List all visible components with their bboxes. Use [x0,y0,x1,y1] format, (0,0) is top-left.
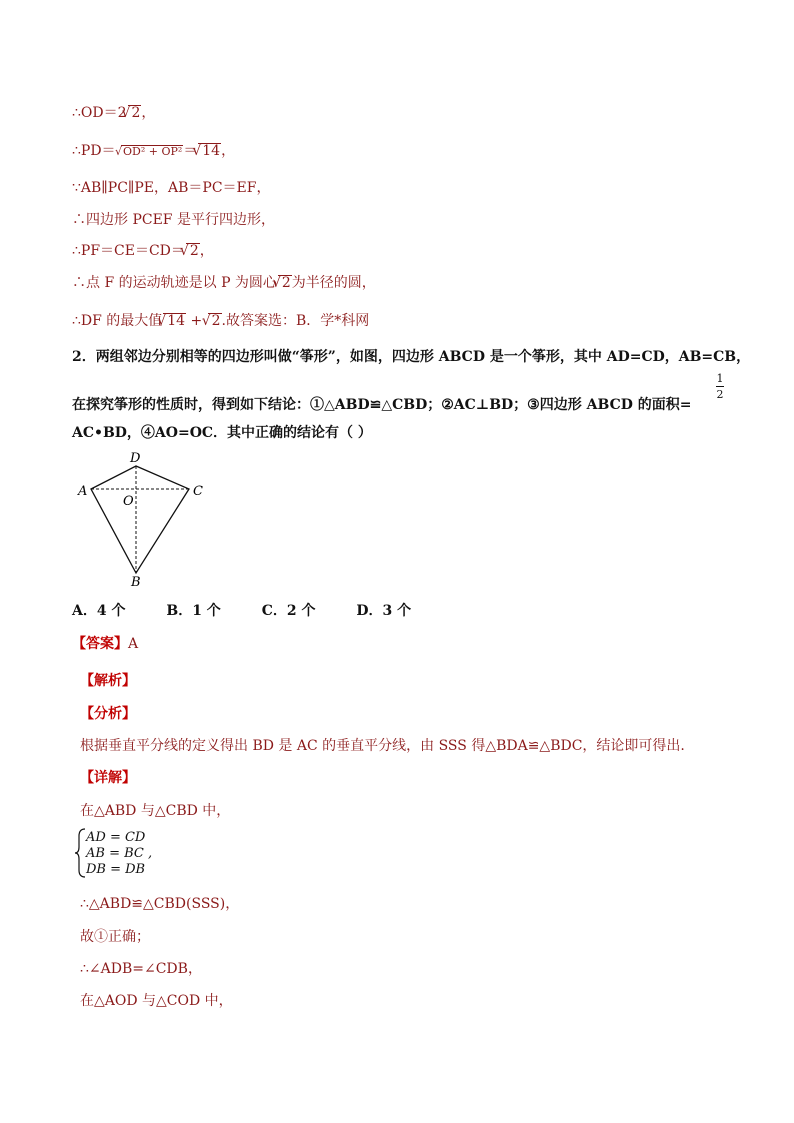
equation-1: AD = CD [86,830,146,845]
kite-figure [72,448,212,588]
solution-line-locus: ∴点 F 的运动轨迹是以 P 为圆心√ 2为半径的圆， [72,272,376,292]
label-c: C [193,484,203,499]
solution-line-od: ∴OD＝2√ 2， [72,102,155,122]
equation-3: DB = DB [86,862,146,877]
answer-line: 【答案】A [72,636,139,652]
detail-line-4: ∴∠ADB=∠CDB， [80,961,202,977]
option-d: D．3 个 [356,603,412,619]
options-row [72,600,447,620]
solution-line-pd: ∴PD＝ √ OD² + OP²＝√ 14， [72,140,235,160]
equation-2: AB = BC , [86,846,153,861]
detail-line-3: 故①正确； [80,929,150,945]
question-line-3: AC•BD，④AO=OC．其中正确的结论有（ ） [72,425,372,441]
label-d: D [130,451,141,466]
detail-line-2: ∴△ABD≌△CBD(SSS)， [80,896,240,912]
label-b: B [131,575,141,588]
question-line-1: 2．两组邻边分别相等的四边形叫做“筝形”，如图，四边形 ABCD 是一个筝形，其中 AD=CD，AB=CB， [72,349,751,365]
solution-line-parallel: ∵AB∥PC∥PE，AB＝PC＝EF， [72,180,271,196]
solution-line-max: ∴DF 的最大值√ 14 + √ 2.故答案选：B．学*科网 [72,310,369,330]
label-o: O [123,494,134,509]
detail-line-1: 在△ABD 与△CBD 中， [80,803,231,819]
fenxi-tag: 【分析】 [80,706,136,722]
label-a: A [78,484,88,499]
question-line-2: 在探究筝形的性质时，得到如下结论：①△ABD≌△CBD；②AC⊥BD；③四边形 ABCD 的面积= [72,397,692,413]
option-a: A．4 个 [72,603,126,619]
detail-tag: 【详解】 [80,770,136,786]
option-c: C．2 个 [261,603,316,619]
kite-outline [91,466,189,573]
detail-line-5: 在△AOD 与△COD 中， [80,993,233,1009]
fraction-one-half: 1 2 [716,372,724,401]
solution-line-parallelogram: ∴四边形 PCEF 是平行四边形， [72,212,275,228]
solution-line-pf: ∴PF＝CE＝CD＝√ 2， [72,240,214,260]
fenxi-text: 根据垂直平分线的定义得出 BD 是 AC 的垂直平分线，由 SSS 得△BDA≌△BDC，结论即可得出. [80,738,685,754]
analysis-tag: 【解析】 [80,673,136,689]
option-b: B．1 个 [166,603,221,619]
